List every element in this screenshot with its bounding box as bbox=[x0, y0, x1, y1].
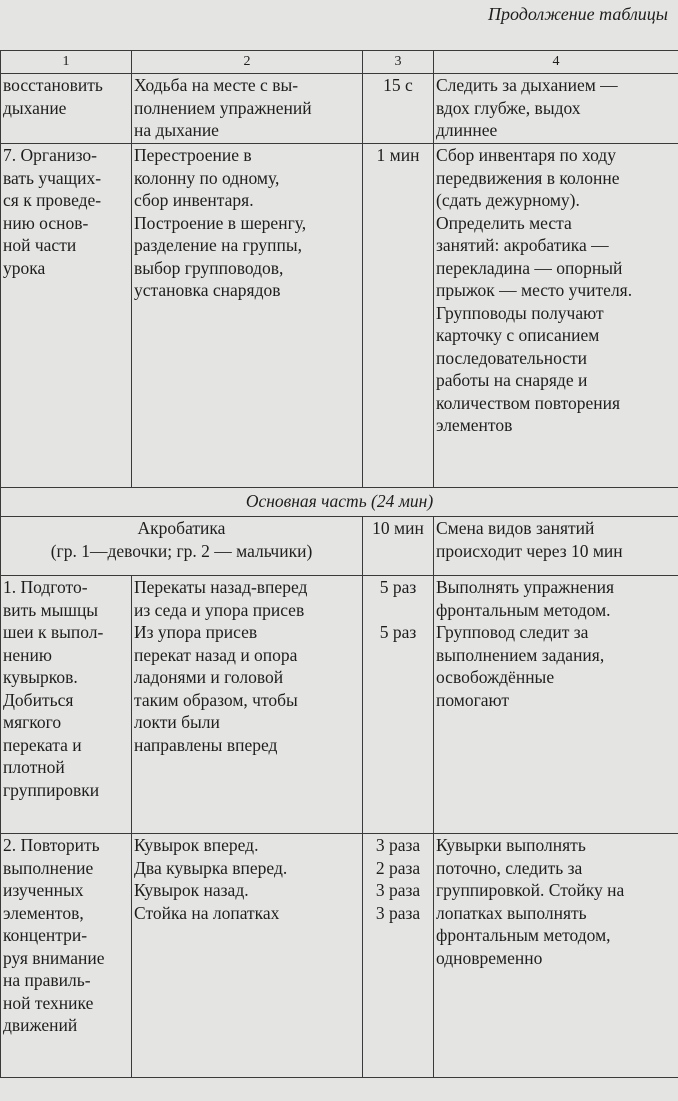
cell-task bbox=[1, 74, 132, 144]
text-line: освобождённые bbox=[436, 667, 555, 687]
text-line: Два кувырка вперед. bbox=[134, 857, 288, 878]
text-line: Смена видов занятий bbox=[436, 518, 595, 538]
cell-dosage bbox=[363, 144, 434, 488]
text-line: Определить места bbox=[436, 212, 572, 233]
cell-guidelines bbox=[434, 834, 678, 1078]
text-line: Групповод следит за bbox=[436, 622, 589, 642]
text-line: карточку с описанием bbox=[436, 325, 600, 345]
text-line: 3 раза bbox=[375, 835, 421, 855]
text-line: Из упора присев bbox=[134, 622, 258, 642]
text-line: ной технике bbox=[3, 992, 94, 1013]
acrobatics-title bbox=[1, 517, 363, 576]
header-cell: 4 bbox=[434, 51, 678, 74]
text-line: на правиль- bbox=[3, 970, 91, 990]
text-line: нению bbox=[3, 644, 52, 665]
text-line: Акробатика bbox=[137, 518, 226, 538]
cell-dosage: 10 мин bbox=[363, 517, 434, 576]
cell-content bbox=[132, 576, 363, 834]
text-line: 7. Организо- bbox=[3, 145, 97, 165]
text-line: мягкого bbox=[3, 712, 62, 732]
text-line: вить мышцы bbox=[3, 599, 99, 620]
text-line: ся к проведе- bbox=[3, 190, 102, 210]
text-line: занятий: акробатика — bbox=[436, 235, 609, 255]
cell-content bbox=[132, 74, 363, 144]
header-cell: 1 bbox=[1, 51, 132, 74]
text-line: Групповоды получают bbox=[436, 302, 604, 323]
text-line: урока bbox=[3, 257, 46, 278]
text-line: 1 мин bbox=[376, 145, 420, 165]
text-line: установка снарядов bbox=[134, 280, 281, 300]
text-line: 2. Повторить bbox=[3, 835, 100, 855]
text-line: на дыхание bbox=[134, 120, 219, 140]
text-line: ной части bbox=[3, 235, 77, 255]
text-line: Перекаты назад-вперед bbox=[134, 577, 308, 597]
text-line: элементов bbox=[436, 415, 513, 435]
text-line: длиннее bbox=[436, 120, 498, 140]
text-line: последовательности bbox=[436, 347, 588, 368]
text-line: Выполнять упражнения bbox=[436, 577, 615, 597]
text-line: фронтальным методом, bbox=[436, 925, 611, 945]
text-line: группировки bbox=[3, 779, 100, 800]
text-line: выбор групповодов, bbox=[134, 257, 284, 278]
text-line: 15 с bbox=[383, 75, 413, 95]
cell-dosage bbox=[363, 74, 434, 144]
cell-task bbox=[1, 576, 132, 834]
table-row bbox=[1, 517, 678, 576]
text-line: 5 раз bbox=[379, 622, 417, 642]
text-line: Ходьба на месте с вы- bbox=[134, 75, 299, 95]
text-line: 3 раза bbox=[375, 880, 421, 900]
text-line: фронтальным методом. bbox=[436, 599, 611, 620]
text-line: из седа и упора присев bbox=[134, 599, 305, 620]
text-line: 1. Подгото- bbox=[3, 577, 88, 597]
text-line: шеи к выпол- bbox=[3, 622, 104, 642]
text-line: лопатках выполнять bbox=[436, 902, 587, 923]
cell-dosage bbox=[363, 834, 434, 1078]
text-line: Кувырок вперед. bbox=[134, 835, 259, 855]
text-line: помогают bbox=[436, 689, 510, 710]
text-line: Перестроение в bbox=[134, 145, 252, 165]
text-line: 2 раза bbox=[375, 857, 421, 878]
text-line: Добиться bbox=[3, 689, 74, 710]
table-continuation-caption: Продолжение таблицы bbox=[487, 4, 668, 24]
header-cell: 2 bbox=[132, 51, 363, 74]
text-line: группировкой. Стойку на bbox=[436, 880, 625, 900]
text-line: перекат назад и опора bbox=[134, 644, 298, 665]
header-row bbox=[1, 51, 678, 74]
text-line: выполнением задания, bbox=[436, 644, 605, 665]
text-line: дыхание bbox=[3, 97, 67, 118]
cell-guidelines bbox=[434, 517, 678, 576]
text-line: (сдать дежурному). bbox=[436, 190, 580, 210]
cell-content bbox=[132, 834, 363, 1078]
text-line: перекладина — опорный bbox=[436, 257, 623, 278]
text-line: количеством повторения bbox=[436, 392, 621, 413]
cell-task bbox=[1, 834, 132, 1078]
text-line: одновременно bbox=[436, 947, 543, 968]
cell-dosage bbox=[363, 576, 434, 834]
cell-task bbox=[1, 144, 132, 488]
lesson-plan-table bbox=[0, 50, 678, 1078]
table-row bbox=[1, 144, 678, 488]
text-line: передвижения в колонне bbox=[436, 167, 620, 188]
text-line: таким образом, чтобы bbox=[134, 689, 298, 710]
table-row bbox=[1, 576, 678, 834]
cell-guidelines bbox=[434, 576, 678, 834]
text-line: Построение в шеренгу, bbox=[134, 212, 307, 233]
cell-guidelines bbox=[434, 144, 678, 488]
text-line: полнением упражнений bbox=[134, 97, 312, 118]
text-line: выполнение bbox=[3, 857, 94, 878]
text-line: ладонями и головой bbox=[134, 667, 284, 687]
text-line: руя внимание bbox=[3, 947, 105, 968]
text-line: колонну по одному, bbox=[134, 167, 280, 188]
text-line: концентри- bbox=[3, 925, 88, 945]
text-line: 3 раза bbox=[375, 902, 421, 923]
table-row bbox=[1, 74, 678, 144]
text-line: поточно, следить за bbox=[436, 857, 583, 878]
text-line: Следить за дыханием — bbox=[436, 75, 618, 95]
text-line: вать учащих- bbox=[3, 167, 102, 188]
text-line: Стойка на лопатках bbox=[134, 902, 280, 923]
text-line: направлены вперед bbox=[134, 734, 278, 755]
text-line: изученных bbox=[3, 880, 84, 900]
text-line: движений bbox=[3, 1015, 78, 1035]
text-line: Сбор инвентаря по ходу bbox=[436, 145, 616, 165]
table-row bbox=[1, 834, 678, 1078]
text-line: вдох глубже, выдох bbox=[436, 97, 581, 118]
text-line: работы на снаряде и bbox=[436, 370, 588, 390]
text-line: сбор инвентаря. bbox=[134, 190, 254, 210]
text-line: Кувырок назад. bbox=[134, 880, 249, 900]
text-line: 5 раз bbox=[379, 577, 417, 597]
section-row bbox=[1, 488, 678, 517]
text-line: кувырков. bbox=[3, 667, 78, 687]
text-line: Кувырки выполнять bbox=[436, 835, 586, 855]
text-line: элементов, bbox=[3, 902, 84, 923]
text-line: прыжок — место учителя. bbox=[436, 280, 633, 300]
text-line: плотной bbox=[3, 757, 65, 777]
text-line: локти были bbox=[134, 712, 220, 732]
text-line bbox=[365, 599, 431, 622]
text-line: переката и bbox=[3, 734, 82, 755]
section-title: Основная часть (24 мин) bbox=[1, 488, 678, 517]
text-line: восстановить bbox=[3, 75, 103, 95]
header-cell: 3 bbox=[363, 51, 434, 74]
cell-content bbox=[132, 144, 363, 488]
text-line: происходит через 10 мин bbox=[436, 540, 623, 561]
text-line: нию основ- bbox=[3, 212, 89, 233]
text-line: (гр. 1—девочки; гр. 2 — мальчики) bbox=[50, 540, 313, 561]
cell-guidelines bbox=[434, 74, 678, 144]
text-line: разделение на группы, bbox=[134, 235, 302, 255]
